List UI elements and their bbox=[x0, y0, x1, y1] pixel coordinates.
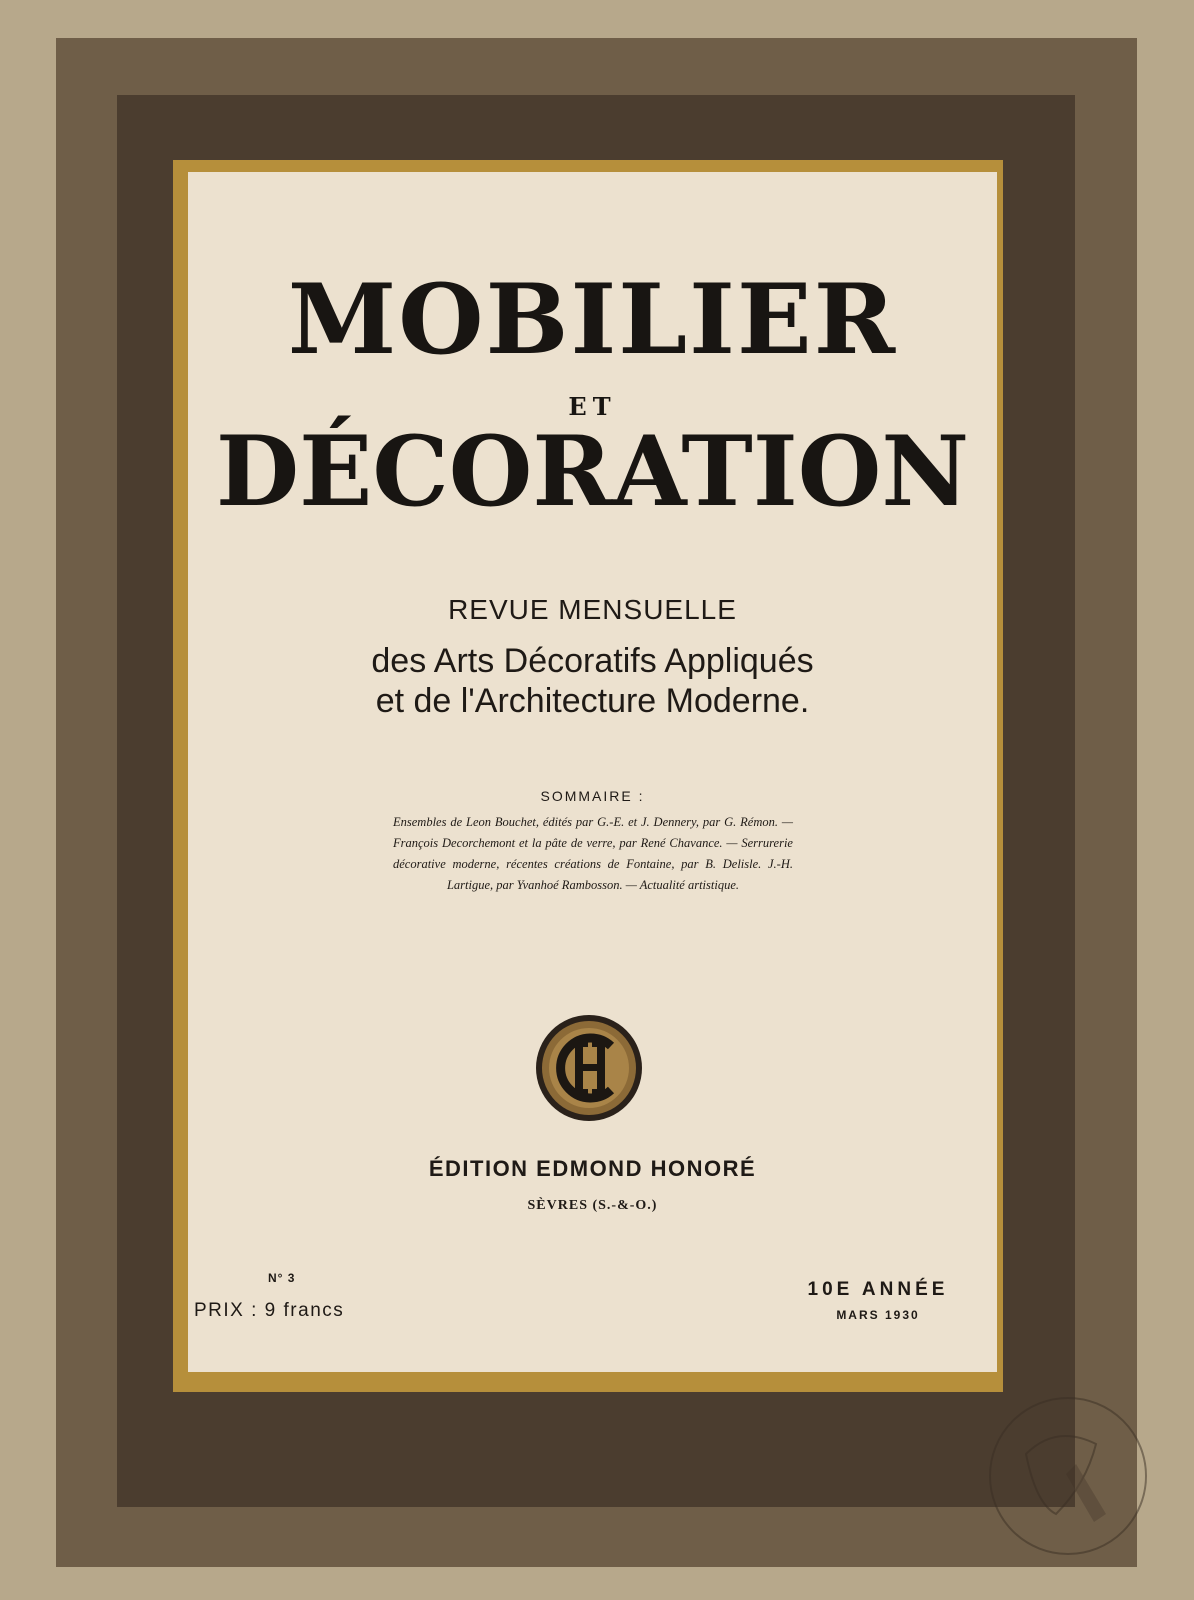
sommaire-text: Ensembles de Leon Bouchet, édités par G.-E. et J. Dennery, par G. Rémon. — François Decorchemont et la pâte de verre, par René Chavance. — Serrurerie décorative moderne, récentes créations de Fontaine, par B. Delisle. J.-H. Lartigue, par Yvanhoé Rambosson. — Actualité artistique. bbox=[393, 815, 793, 892]
monogram-emblem bbox=[535, 1014, 643, 1122]
title-decoration: DÉCORATION bbox=[215, 415, 970, 528]
subtitle-architecture: et de l'Architecture Moderne. bbox=[375, 682, 810, 720]
publisher-location: SÈVRES (S.-&-O.) bbox=[527, 1198, 658, 1213]
sommaire-heading: SOMMAIRE : bbox=[540, 788, 645, 804]
volume-year: 10E ANNÉE bbox=[807, 1279, 949, 1300]
subtitle-revue: REVUE MENSUELLE bbox=[448, 594, 737, 625]
issue-date: MARS 1930 bbox=[836, 1308, 920, 1322]
subtitle-arts: des Arts Décoratifs Appliqués bbox=[371, 642, 814, 680]
price: PRIX : 9 francs bbox=[194, 1300, 345, 1321]
title-et: ET bbox=[568, 392, 617, 421]
watermark-stamp-icon bbox=[986, 1394, 1150, 1558]
issue-number: N° 3 bbox=[268, 1271, 296, 1285]
publisher-name: ÉDITION EDMOND HONORÉ bbox=[428, 1156, 757, 1181]
title-mobilier: MOBILIER bbox=[287, 263, 898, 376]
cover-page bbox=[188, 172, 997, 1372]
